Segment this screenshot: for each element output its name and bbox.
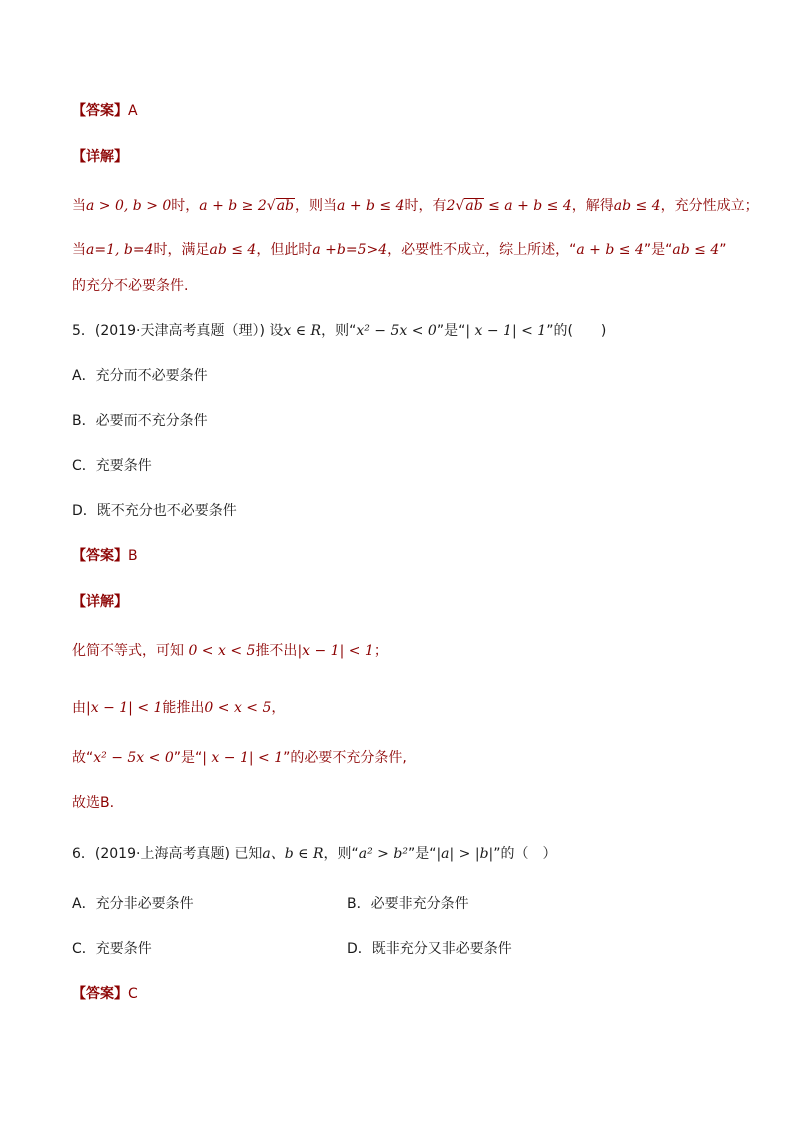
math: x² − 5x < 0 bbox=[93, 750, 174, 766]
q6-answer bbox=[72, 984, 138, 1004]
q6-stem bbox=[72, 844, 557, 864]
q5-detail-line-4: 故选B. bbox=[72, 795, 115, 811]
text: ”的（ ） bbox=[493, 846, 557, 862]
q5-detail-line-2 bbox=[72, 698, 285, 718]
q5-option-d: D．既不充分也不必要条件 bbox=[72, 503, 237, 519]
answer-value: A bbox=[128, 103, 138, 119]
q5-detail-tag bbox=[72, 592, 128, 612]
text: 时， bbox=[171, 198, 200, 214]
text: ”的( ) bbox=[546, 323, 607, 339]
q6-option-d: D．既非充分又非必要条件 bbox=[347, 941, 512, 957]
text: 由 bbox=[72, 700, 86, 716]
q5-detail-line-3 bbox=[72, 748, 407, 768]
text: ”是“ bbox=[436, 323, 466, 339]
text: ，则“ bbox=[323, 846, 359, 862]
detail-tag: 【详解】 bbox=[72, 594, 128, 610]
math: a=1, b=4 bbox=[86, 242, 154, 258]
q4-detail-tag bbox=[72, 147, 128, 167]
text: ，但此时 bbox=[256, 242, 313, 258]
math: a² > b² bbox=[358, 846, 408, 862]
q4-detail-line-1: 当a > 0, b > 0时，a + b ≥ 2√ab，则当a + b ≤ 4时，有2√ab ≤ a + b ≤ 4，解得ab ≤ 4，充分性成立； bbox=[72, 198, 759, 214]
math: a + b ≤ 4 bbox=[576, 242, 644, 258]
text: 故“ bbox=[72, 750, 94, 766]
text: 5．(2019·天津高考真题（理）) 设 bbox=[72, 323, 284, 339]
q5-option-b: B．必要而不充分条件 bbox=[72, 413, 208, 429]
answer-value: C bbox=[128, 986, 138, 1002]
q4-answer bbox=[72, 101, 138, 121]
q6-option-b: B．必要非充分条件 bbox=[347, 896, 469, 912]
math: a + b ≥ 2 bbox=[199, 198, 267, 214]
math-sqrt: ab bbox=[276, 198, 295, 214]
math: ≤ a + b ≤ 4 bbox=[483, 198, 572, 214]
text: ” bbox=[719, 242, 727, 258]
math: ab ≤ 4 bbox=[613, 198, 661, 214]
q6-option-c: C．充要条件 bbox=[72, 941, 152, 957]
answer-value: B bbox=[128, 548, 138, 564]
q6-option-a: A．充分非必要条件 bbox=[72, 896, 194, 912]
math: 0 < x < 5 bbox=[204, 700, 272, 716]
answer-tag: 【答案】 bbox=[72, 986, 128, 1002]
math: 2 bbox=[446, 198, 456, 214]
q5-detail-line-1 bbox=[72, 641, 388, 661]
detail-tag: 【详解】 bbox=[72, 149, 128, 165]
text: 化简不等式，可知 bbox=[72, 643, 189, 659]
text: 当 bbox=[72, 198, 86, 214]
text: 推不出 bbox=[255, 643, 298, 659]
text: ”是“ bbox=[643, 242, 673, 258]
math: |x − 1| < 1 bbox=[297, 643, 374, 659]
math: a + b ≤ 4 bbox=[337, 198, 405, 214]
math: a、b ∈ R bbox=[262, 846, 324, 862]
math: a > 0, b > 0 bbox=[86, 198, 172, 214]
q5-answer bbox=[72, 546, 138, 566]
text: ，解得 bbox=[571, 198, 614, 214]
text: ，则“ bbox=[321, 323, 357, 339]
math-sqrt: ab bbox=[465, 198, 483, 214]
q4-detail-line-3: 的充分不必要条件. bbox=[72, 278, 189, 294]
math: ab ≤ 4 bbox=[672, 242, 720, 258]
text: 6．(2019·上海高考真题) 已知 bbox=[72, 846, 263, 862]
text: ， bbox=[271, 700, 286, 716]
math: |a| > |b| bbox=[436, 846, 494, 862]
text: ”是“ bbox=[407, 846, 437, 862]
math: x ∈ R bbox=[283, 323, 322, 339]
q5-stem bbox=[72, 321, 606, 341]
text: 能推出 bbox=[162, 700, 205, 716]
answer-tag: 【答案】 bbox=[72, 548, 128, 564]
text: ，必要性不成立，综上所述，“ bbox=[387, 242, 577, 258]
answer-tag: 【答案】 bbox=[72, 103, 128, 119]
q5-option-a: A．充分而不必要条件 bbox=[72, 368, 208, 384]
text: 时，满足 bbox=[153, 242, 210, 258]
text: ，充分性成立； bbox=[660, 198, 759, 214]
q5-option-c: C．充要条件 bbox=[72, 458, 152, 474]
math: | x − 1| < 1 bbox=[465, 323, 547, 339]
math: a +b=5>4 bbox=[312, 242, 388, 258]
math: x² − 5x < 0 bbox=[356, 323, 437, 339]
math: 0 < x < 5 bbox=[188, 643, 256, 659]
text: ”是“ bbox=[173, 750, 203, 766]
text: ； bbox=[373, 643, 388, 659]
math: | x − 1| < 1 bbox=[202, 750, 284, 766]
q4-detail-line-2 bbox=[72, 240, 727, 260]
text: 当 bbox=[72, 242, 86, 258]
text: 时，有 bbox=[404, 198, 447, 214]
math: ab ≤ 4 bbox=[209, 242, 257, 258]
text: ”的必要不充分条件, bbox=[283, 750, 407, 766]
math: |x − 1| < 1 bbox=[86, 700, 163, 716]
text: ，则当 bbox=[295, 198, 338, 214]
